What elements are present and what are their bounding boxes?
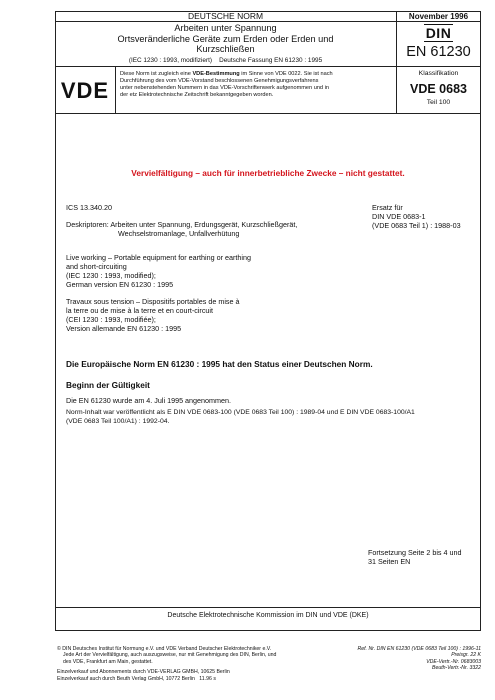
origin-line: (IEC 1230 : 1993, modifiziert) Deutsche Fassung EN 61230 : 1995 [128,56,323,64]
reproduction-warning: Vervielfältigung – auch für innerbetriebliche Zwecke – nicht gestattet. [131,168,405,178]
status-statement: Die Europäische Norm EN 61230 : 1995 hat den Status einer Deutschen Norm. [66,359,373,369]
ref-line: Beuth-Vertr.-Nr. 3322 [431,665,481,672]
deskriptoren [66,220,366,238]
deskriptoren-line: Wechselstromanlage, Unfallverhütung [118,229,240,238]
standard-label: DEUTSCHE NORM [187,11,264,21]
ics-code: ICS 13.340.20 [66,203,112,212]
copyright-line: des VDE, Frankfurt am Main, gestattet. [63,658,153,665]
commission-rule [55,607,481,608]
vde-number: VDE 0683 [410,82,467,96]
ersatz-line: Ersatz für [372,203,403,212]
document-title [55,23,396,65]
norm-number: EN 61230 [406,44,471,60]
english-title [66,253,366,289]
issue-date: November 1996 [408,12,469,21]
vde-note-line: der etz Elektrotechnische Zeitschrift bekanntgegeben worden. [120,92,274,98]
footer-ref [340,646,481,672]
french-line: Travaux sous tension – Dispositifs portables de mise à [66,297,240,306]
english-line: German version EN 61230 : 1995 [66,280,174,289]
ersatz-line: DIN VDE 0683-1 [372,212,426,221]
french-line: la terre ou de mise à la terre et en court-circuit [66,306,214,315]
vde-teil: Teil 100 [426,99,451,106]
ersatz-fuer [372,203,480,230]
vde-note-line: unter nebenstehenden Nummern in das VDE-Vorschriftenwerk aufgenommen und in [120,85,329,91]
vde-note-line: Diese Norm ist zugleich eine VDE-Bestimmung im Sinne von VDE 0022. Sie ist nach [120,71,333,77]
validity-line: (VDE 0683 Teil 100/A1) : 1992-04. [66,418,170,425]
title-rule [55,66,481,67]
deskriptoren-line: Deskriptoren: Arbeiten unter Spannung, Erdungsgerät, Kurzschließgerät, [66,220,298,229]
ref-line: VDE-Vertr.-Nr. 0683003 [426,658,481,665]
sales-line: Einzelverkauf und Abonnements durch VDE-VERLAG GMBH, 10625 Berlin [57,669,230,676]
copyright-line: Jede Art der Vervielfältigung, auch auszugsweise, nur mit Genehmigung des DIN, Berlin, und [63,652,277,659]
continuation-line: 31 Seiten EN [368,557,411,566]
title-line: Ortsveränderliche Geräte zum Erden oder Erden und [117,33,334,44]
validity-heading: Beginn der Gültigkeit [66,380,150,390]
vde-logo: VDE [60,78,110,103]
english-line: Live working – Portable equipment for earthing or earthing [66,253,251,262]
french-title [66,297,366,333]
ref-line: Ref. Nr. DIN EN 61230 (VDE 0683 Teil 100) : 1996-11 [357,646,481,652]
issue-code: 11.96 s [199,675,216,682]
french-line: Version allemande EN 61230 : 1995 [66,324,182,333]
title-line: Kurzschließen [196,44,255,54]
vde-note [120,71,392,99]
validity-text [66,396,476,426]
ersatz-line: (VDE 0683 Teil 1) : 1988-03 [372,221,461,230]
continuation-line: Fortsetzung Seite 2 bis 4 und [368,548,462,557]
sales-line [57,676,347,682]
validity-line: Die EN 61230 wurde am 4. Juli 1995 angenommen. [66,396,232,405]
commission: Deutsche Elektrotechnische Kommission im DIN und VDE (DKE) [167,612,369,619]
title-line: Arbeiten unter Spannung [174,23,277,33]
ref-line: Preisgr. 22 K [451,652,481,659]
din-logo: DIN [425,25,452,41]
english-line: (IEC 1230 : 1993, modified); [66,271,156,280]
vde-note-line: Durchführung des vom VDE-Vorstand beschlossenen Genehmigungsverfahrens [120,78,319,84]
validity-line: Norm-Inhalt war veröffentlicht als E DIN VDE 0683-100 (VDE 0683 Teil 100) : 1989-04 und E DIN VDE 0683-100/A1 [66,409,415,416]
french-line: (CEI 1230 : 1993, modifiée); [66,315,156,324]
header-rule [55,21,481,22]
vde-logo-rule [115,66,116,113]
din-logo-area [396,25,481,43]
klassifikation-label: Klassifikation [418,70,459,77]
footer-copyright [57,646,347,682]
english-line: and short-circuiting [66,262,127,271]
copyright-line: © DIN Deutsches Institut für Normung e.V. und VDE Verband Deutscher Elektrotechniker e.V. [57,646,272,652]
continuation-note [368,548,480,566]
vde-logo-area [55,78,115,104]
sales-text: Einzelverkauf auch durch Beuth Verlag GmbH, 10772 Berlin [57,675,195,682]
vde-block-rule [55,113,481,114]
